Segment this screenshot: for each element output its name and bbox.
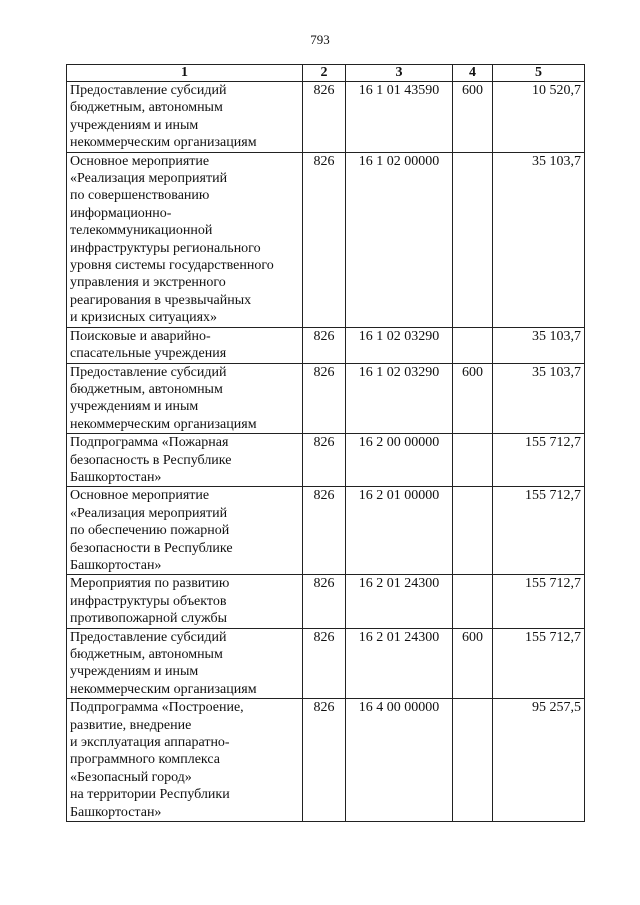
row-name: Предоставление субсидий бюджетным, автономным учреждениям и иным некоммерческим организациям: [67, 628, 303, 699]
row-amount: 155 712,7: [493, 575, 585, 628]
row-amount: 155 712,7: [493, 487, 585, 575]
row-ministry-code: 826: [303, 699, 346, 822]
row-name: Основное мероприятие «Реализация мероприятий по обеспечению пожарной безопасности в Республике Башкортостан»: [67, 487, 303, 575]
row-expense-type: [453, 327, 493, 363]
column-header-2: 2: [303, 65, 346, 82]
row-ministry-code: 826: [303, 628, 346, 699]
budget-table: [66, 64, 585, 822]
table-header-row: [67, 65, 585, 82]
row-expense-type: [453, 434, 493, 487]
table-row: [67, 487, 585, 575]
column-header-5: 5: [493, 65, 585, 82]
row-expense-type: 600: [453, 82, 493, 153]
row-name: Подпрограмма «Построение, развитие, внедрение и эксплуатация аппаратно- программного комплекса «Безопасный город» на территории Республики Башкортостан»: [67, 699, 303, 822]
table-row: [67, 82, 585, 153]
row-name: Предоставление субсидий бюджетным, автономным учреждениям и иным некоммерческим организациям: [67, 82, 303, 153]
table-row: [67, 434, 585, 487]
row-target-code: 16 1 01 43590: [346, 82, 453, 153]
row-amount: 35 103,7: [493, 327, 585, 363]
row-expense-type: [453, 152, 493, 327]
row-target-code: 16 1 02 03290: [346, 363, 453, 434]
row-amount: 10 520,7: [493, 82, 585, 153]
row-target-code: 16 1 02 03290: [346, 327, 453, 363]
row-amount: 95 257,5: [493, 699, 585, 822]
row-target-code: 16 2 01 00000: [346, 487, 453, 575]
row-expense-type: [453, 699, 493, 822]
row-target-code: 16 2 01 24300: [346, 628, 453, 699]
row-ministry-code: 826: [303, 434, 346, 487]
table-row: [67, 363, 585, 434]
row-amount: 155 712,7: [493, 628, 585, 699]
table-row: [67, 152, 585, 327]
row-name: Мероприятия по развитию инфраструктуры объектов противопожарной службы: [67, 575, 303, 628]
page-number: 793: [310, 32, 330, 47]
table-row: [67, 575, 585, 628]
row-target-code: 16 4 00 00000: [346, 699, 453, 822]
row-expense-type: [453, 575, 493, 628]
column-header-3: 3: [346, 65, 453, 82]
table-row: [67, 628, 585, 699]
row-name: Предоставление субсидий бюджетным, автономным учреждениям и иным некоммерческим организациям: [67, 363, 303, 434]
row-expense-type: [453, 487, 493, 575]
column-header-1: 1: [67, 65, 303, 82]
row-expense-type: 600: [453, 363, 493, 434]
table-row: [67, 699, 585, 822]
row-amount: 35 103,7: [493, 363, 585, 434]
row-amount: 155 712,7: [493, 434, 585, 487]
column-header-4: 4: [453, 65, 493, 82]
row-ministry-code: 826: [303, 487, 346, 575]
row-target-code: 16 2 00 00000: [346, 434, 453, 487]
row-ministry-code: 826: [303, 363, 346, 434]
row-name: Основное мероприятие «Реализация мероприятий по совершенствованию информационно- телекоммуникационной инфраструктуры регионального уровня системы государственного управления и экстренного реагирования в чрезвычайных и кризисных ситуациях»: [67, 152, 303, 327]
row-ministry-code: 826: [303, 82, 346, 153]
row-ministry-code: 826: [303, 152, 346, 327]
table-row: [67, 327, 585, 363]
row-ministry-code: 826: [303, 575, 346, 628]
row-amount: 35 103,7: [493, 152, 585, 327]
row-target-code: 16 2 01 24300: [346, 575, 453, 628]
row-ministry-code: 826: [303, 327, 346, 363]
row-name: Подпрограмма «Пожарная безопасность в Республике Башкортостан»: [67, 434, 303, 487]
row-name: Поисковые и аварийно- спасательные учреждения: [67, 327, 303, 363]
row-expense-type: 600: [453, 628, 493, 699]
row-target-code: 16 1 02 00000: [346, 152, 453, 327]
